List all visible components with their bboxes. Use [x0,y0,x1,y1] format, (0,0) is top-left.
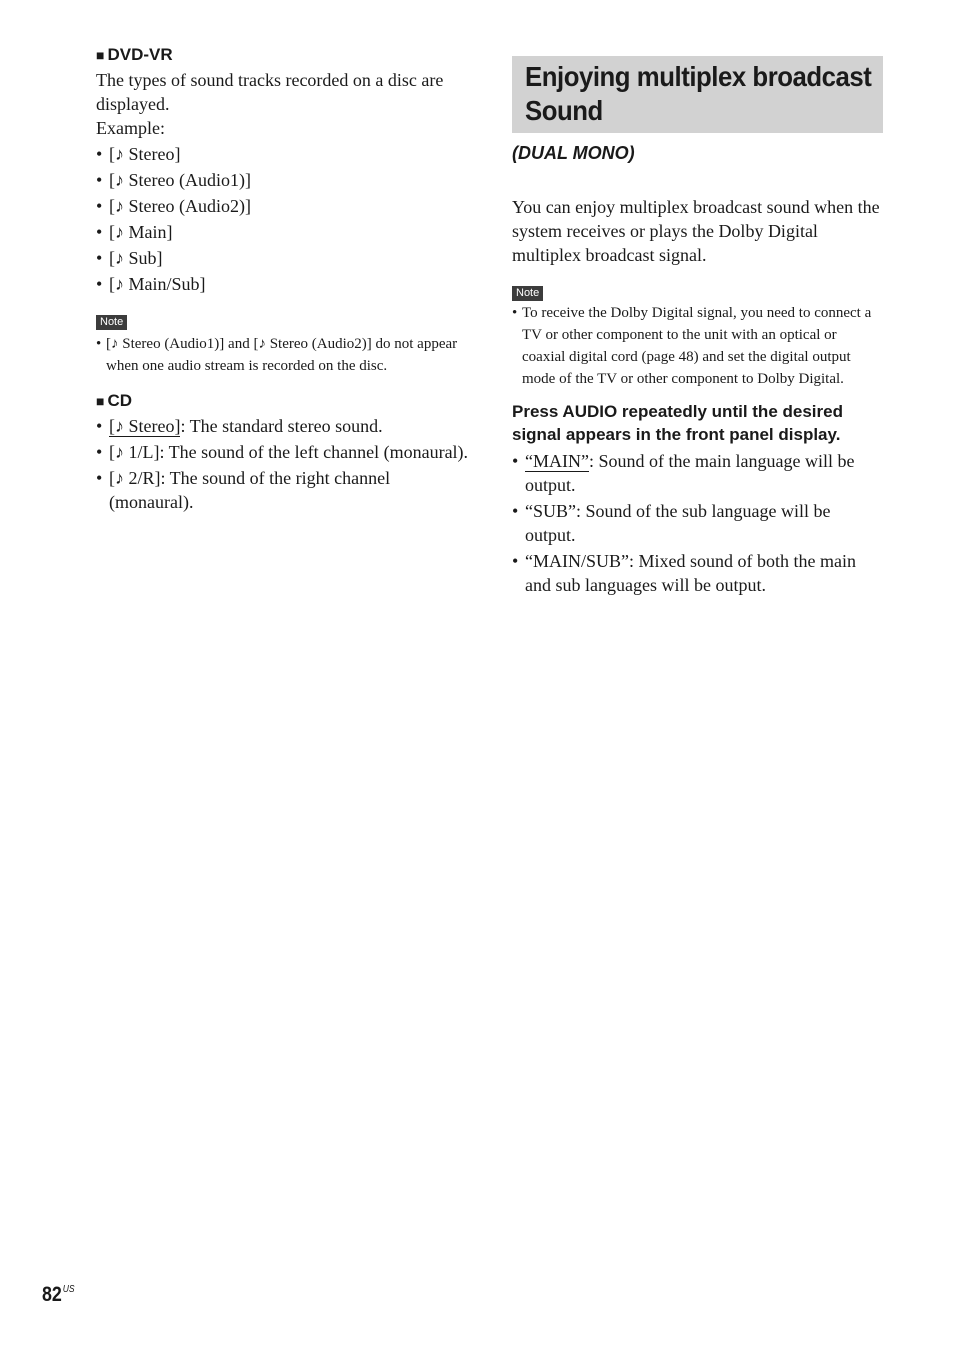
intro-paragraph: You can enjoy multiplex broadcast sound when the system receives or plays the Dolby Digital multiplex broadcast signal. [512,197,880,265]
list-item: • [♪ 1/L]: The sound of the left channel (monaural). [96,442,469,462]
note-list [512,302,883,390]
page-number: $82^{US}$ [42,1283,75,1306]
list-item: • [♪ Sub] [96,248,163,268]
list-item: • [♪ Main] [96,222,173,242]
note-list [96,333,471,377]
list-item: • [♪ Stereo (Audio2)] [96,196,251,216]
instruction-step: Press AUDIO repeatedly until the desired signal appears in the front panel display. [512,402,843,444]
list-item: • [♪ Stereo (Audio1)] [96,170,251,190]
note-item: • [♪ Stereo (Audio1)] and [♪ Stereo (Audio2)] do not appear when one audio stream is recorded on the disc. [96,336,458,374]
note-item: • To receive the Dolby Digital signal, you need to connect a TV or other component to the unit with an optical or coaxial digital cord (page 48) and set the digital output mode of the TV or other component to Dolby Digital. [512,305,872,387]
region-code: US [62,1284,75,1295]
list-item: • “MAIN”: Sound of the main language will be output. [512,451,855,495]
cd-heading: ■ CD [96,391,133,410]
left-column [96,44,471,516]
list-item: • [♪ 2/R]: The sound of the right channel (monaural). [96,468,391,512]
audio-mode-list [512,449,883,597]
cd-list [96,414,471,514]
list-item: • “SUB”: Sound of the sub language will be output. [512,501,831,545]
square-bullet-icon: ■ [96,47,105,63]
list-item: • [♪ Stereo]: The standard stereo sound. [96,416,383,436]
note-badge: Note [512,286,543,301]
list-item: • “MAIN/SUB”: Mixed sound of both the main and sub languages will be output. [512,551,856,595]
list-item: • [♪ Stereo] [96,144,181,164]
dvdvr-list [96,142,471,296]
section-subtitle: (DUAL MONO) [512,143,635,163]
example-label: Example: [96,118,165,138]
section-title-box [512,56,883,133]
note-badge: Note [96,315,127,330]
section-title: Enjoying multiplex broadcast Sound [525,61,872,126]
dvdvr-heading: ■ DVD-VR [96,45,173,64]
list-item: • [♪ Main/Sub] [96,274,206,294]
dvdvr-intro: The types of sound tracks recorded on a disc are displayed. [96,70,444,114]
square-bullet-icon: ■ [96,393,105,409]
right-column [512,56,883,599]
